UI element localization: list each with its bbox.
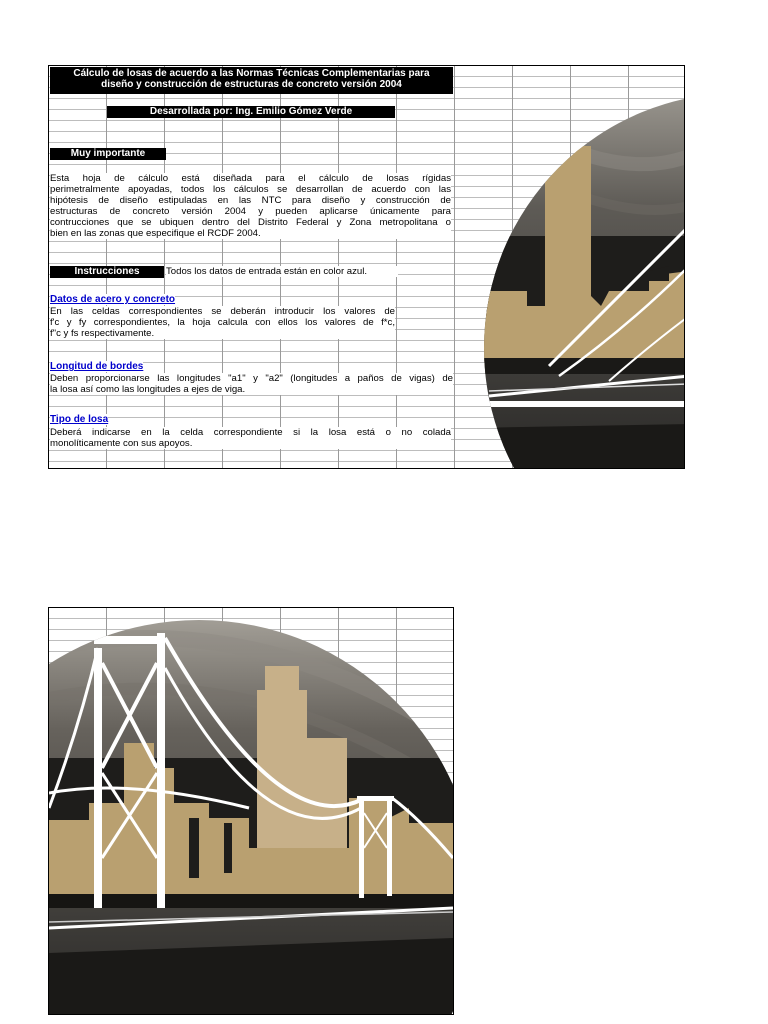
important-line: perimetralmente apoyadas, todos los cálculos se desarrollan de acuerdo con las bbox=[50, 184, 451, 195]
slab-line: monolíticamente con sus apoyos. bbox=[50, 438, 193, 449]
edge-lengths-heading: Longitud de bordes bbox=[50, 361, 144, 372]
bridge-skyline-illustration-large bbox=[49, 608, 453, 1014]
spreadsheet-page-1 bbox=[48, 65, 685, 469]
instructions-note: Todos los datos de entrada están en color azul. bbox=[166, 266, 398, 277]
steel-line: En las celdas correspondientes se deberán introducir los valores de bbox=[50, 306, 395, 317]
title-line-2: diseño y construcción de estructuras de concreto versión 2004 bbox=[101, 79, 402, 90]
steel-line: f"c y fs respectivamente. bbox=[50, 328, 155, 339]
instructions-label: Instrucciones bbox=[50, 266, 164, 278]
important-line: hipótesis de diseño estipuladas en las NTC para diseño y construcción de bbox=[50, 195, 451, 206]
edge-lengths-text bbox=[50, 373, 453, 395]
important-line: bien en las zonas que especifique el RCDF 2004. bbox=[50, 228, 261, 239]
important-line: estructuras de concreto versión 2004 y pueden aplicarse únicamente para bbox=[50, 206, 451, 217]
slab-type-text bbox=[50, 427, 451, 449]
title-line-1: Cálculo de losas de acuerdo a las Normas Técnicas Complementarias para bbox=[73, 68, 430, 79]
author-label: Desarrollada por: Ing. Emilio Gómez Verde bbox=[107, 106, 395, 118]
edges-line: Deben proporcionarse las longitudes "a1" y "a2" (longitudes a paños de vigas) de bbox=[50, 373, 453, 384]
important-label: Muy importante bbox=[50, 148, 166, 160]
slab-line: Deberá indicarse en la celda correspondiente si la losa está o no colada bbox=[50, 427, 451, 438]
slab-type-heading: Tipo de losa bbox=[50, 414, 109, 425]
steel-line: f'c y fy correspondientes, la hoja calcula con ellos los valores de f*c, bbox=[50, 317, 395, 328]
steel-concrete-heading: Datos de acero y concreto bbox=[50, 294, 176, 305]
spreadsheet-page-2 bbox=[48, 607, 454, 1015]
important-line: Esta hoja de cálculo está diseñada para el cálculo de losas rígidas bbox=[50, 173, 451, 184]
steel-concrete-text bbox=[50, 306, 395, 339]
important-text bbox=[50, 173, 451, 239]
page-title bbox=[50, 67, 453, 94]
important-line: contrucciones que se ubiquen dentro del Distrito Federal y Zona metropolitana o bbox=[50, 217, 451, 228]
edges-line: la losa así como las longitudes a ejes de viga. bbox=[50, 384, 246, 395]
